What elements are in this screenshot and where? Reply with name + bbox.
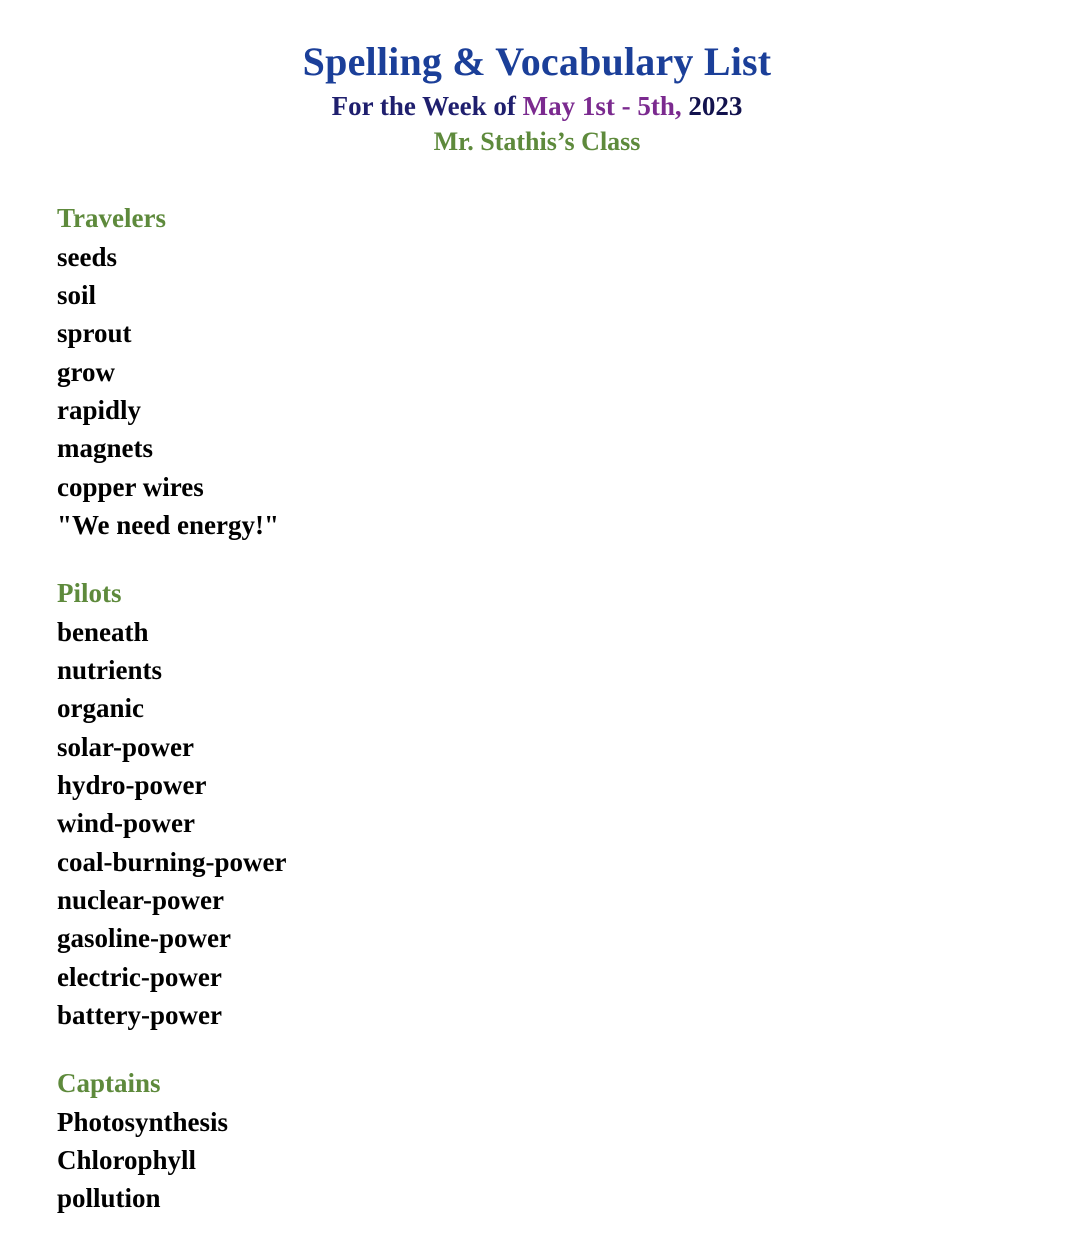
word-list-travelers xyxy=(57,238,1074,545)
list-item: soil xyxy=(57,280,97,311)
document-subtitle xyxy=(0,90,1074,122)
list-item: rapidly xyxy=(57,395,142,426)
list-item: beneath xyxy=(57,616,149,647)
list-item: coal-burning-power xyxy=(57,846,287,877)
word-groups xyxy=(0,199,1074,1217)
class-line: Mr. Stathis’s Class xyxy=(433,127,641,157)
list-item: gasoline-power xyxy=(57,923,231,954)
list-item: magnets xyxy=(57,433,153,464)
word-list-captains xyxy=(57,1103,1074,1218)
list-item: organic xyxy=(57,693,144,724)
group-heading-captains: Captains xyxy=(57,1068,161,1099)
list-item: wind-power xyxy=(57,808,196,839)
list-item: "We need energy!" xyxy=(57,510,279,540)
subtitle-prefix: For the Week of xyxy=(331,90,523,121)
subtitle-date-range: May 1st - 5th, xyxy=(522,90,682,121)
list-item: nutrients xyxy=(57,654,163,685)
group-heading-pilots: Pilots xyxy=(57,578,122,609)
list-item: grow xyxy=(57,356,115,387)
list-item: copper wires xyxy=(57,471,204,502)
list-item: battery-power xyxy=(57,999,222,1030)
page-title: Spelling & Vocabulary List xyxy=(302,39,772,84)
list-item: solar-power xyxy=(57,731,194,762)
list-item: Chlorophyll xyxy=(57,1144,197,1175)
list-item: nuclear-power xyxy=(57,884,224,915)
document-header xyxy=(0,40,1074,157)
list-item: electric-power xyxy=(57,961,222,992)
word-group-travelers xyxy=(57,199,1074,544)
word-group-pilots xyxy=(57,574,1074,1034)
group-heading-travelers: Travelers xyxy=(57,203,166,234)
list-item: pollution xyxy=(57,1183,161,1214)
word-list-pilots xyxy=(57,613,1074,1035)
list-item: seeds xyxy=(57,241,117,272)
list-item: Photosynthesis xyxy=(57,1106,229,1137)
list-item: hydro-power xyxy=(57,769,207,800)
list-item: sprout xyxy=(57,318,132,349)
word-group-captains xyxy=(57,1064,1074,1217)
subtitle-year: 2023 xyxy=(681,90,743,121)
